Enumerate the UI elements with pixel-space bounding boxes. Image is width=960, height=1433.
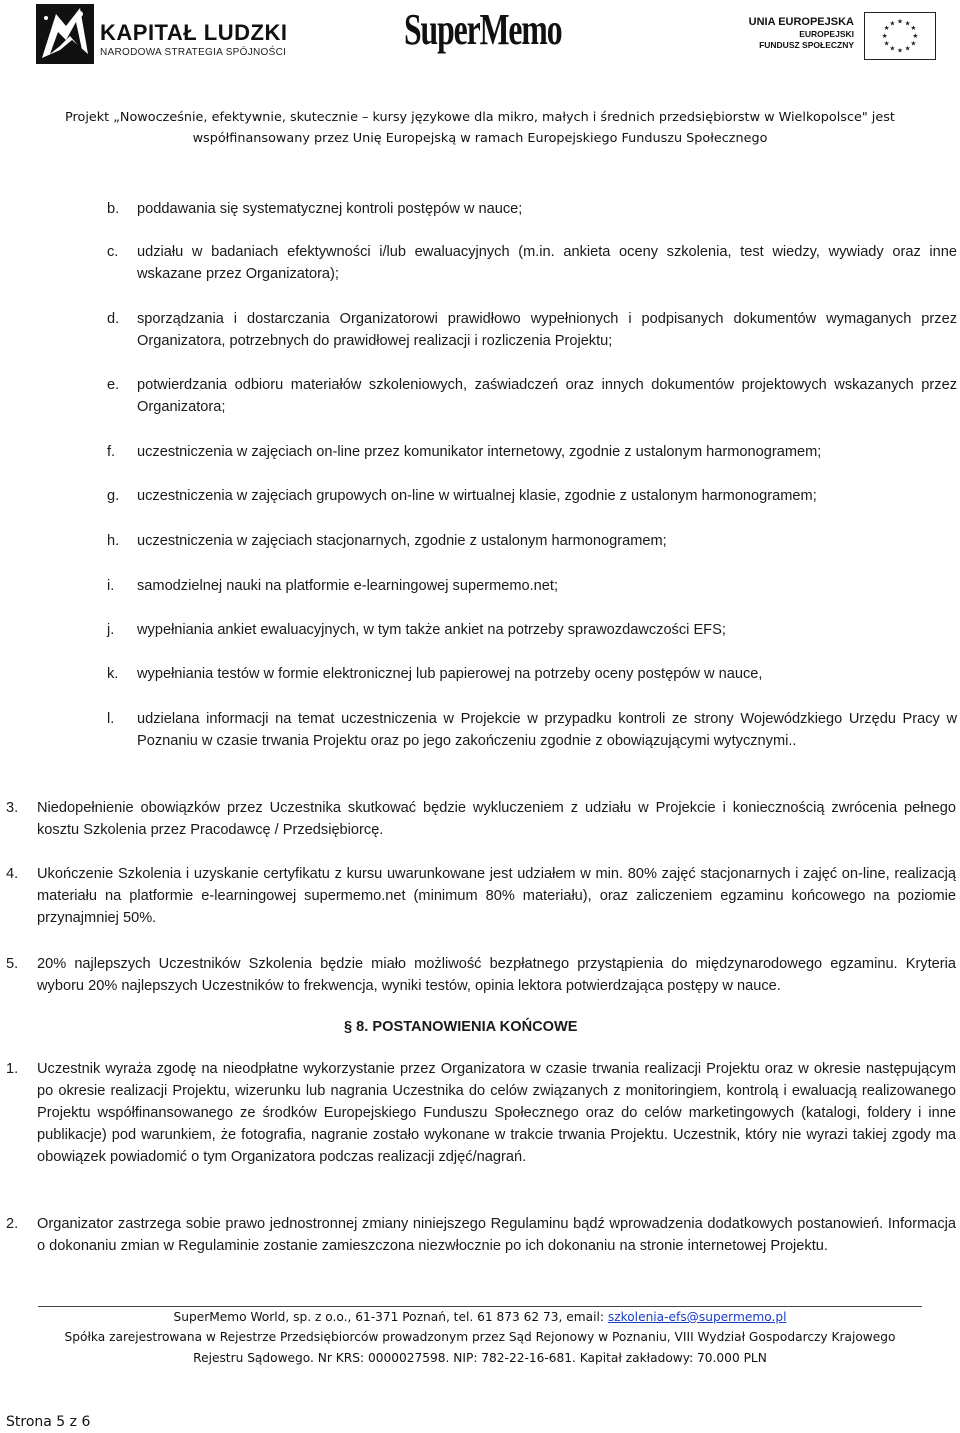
kapital-ludzki-title: KAPITAŁ LUDZKI — [100, 20, 288, 45]
svg-text:★: ★ — [910, 24, 917, 33]
list-marker: g. — [107, 488, 120, 504]
svg-text:★: ★ — [889, 19, 896, 28]
list-text: wypełniania testów w formie elektronicznej lub papierowej na potrzeby oceny postępów w nauce, — [137, 666, 763, 682]
numbered-item — [6, 797, 956, 841]
svg-text:★: ★ — [897, 46, 903, 55]
list-item — [107, 441, 957, 463]
numbered-text: Niedopełnienie obowiązków przez Uczestnika skutkować będzie wykluczeniem z udziału w Projekcie i koniecznością zwrócenia pełnego kosztu Szkolenia przez Pracodawcę / Przedsiębiorcę. — [37, 800, 956, 838]
section-heading: § 8. POSTANOWIENIA KOŃCOWE — [344, 1019, 578, 1035]
list-text: samodzielnej nauki na platformie e-learningowej supermemo.net; — [137, 578, 559, 594]
list-item — [107, 485, 957, 507]
numbered-item — [6, 953, 956, 997]
footer-line-1 — [0, 1310, 960, 1324]
list-marker: d. — [107, 311, 120, 327]
svg-text:★: ★ — [881, 31, 888, 40]
eu-text — [749, 16, 854, 51]
footer-contact: SuperMemo World, sp. z o.o., 61-371 Poznań, tel. 61 873 62 73, email: — [173, 1310, 608, 1324]
list-marker: j. — [107, 622, 115, 638]
list-marker: l. — [107, 711, 115, 727]
svg-text:★: ★ — [883, 24, 890, 33]
list-item — [107, 575, 957, 597]
numbered-marker: 5. — [6, 956, 19, 972]
svg-text:★: ★ — [897, 17, 903, 26]
list-text: wypełniania ankiet ewaluacyjnych, w tym także ankiet na potrzeby sprawozdawczości EFS; — [137, 622, 726, 638]
list-marker: b. — [107, 201, 120, 217]
list-text: uczestniczenia w zajęciach grupowych on-line w wirtualnej klasie, zgodnie z ustalonym harmonogramem; — [137, 488, 817, 504]
svg-text:★: ★ — [889, 44, 896, 53]
svg-text:★: ★ — [904, 44, 911, 53]
eu-line1: UNIA EUROPEJSKA — [748, 16, 854, 28]
eu-logo — [748, 12, 936, 62]
svg-text:★: ★ — [904, 19, 911, 28]
numbered-marker: 1. — [6, 1061, 19, 1077]
list-marker: c. — [107, 244, 119, 260]
list-marker: k. — [107, 666, 119, 682]
list-text: udzielana informacji na temat uczestniczenia w Projekcie w przypadku kontroli ze strony Wojewódzkiego Urzędu Pracy w Poznaniu w czasie trwania Projektu oraz po jego zakończeniu zgodnie z obowiązującymi wytycznymi.. — [137, 711, 957, 749]
numbered-item — [6, 1213, 956, 1257]
numbered-marker: 3. — [6, 800, 19, 816]
list-item — [107, 663, 957, 685]
numbered-marker: 4. — [6, 866, 19, 882]
numbered-marker: 2. — [6, 1216, 19, 1232]
supermemo-logo: SuperMemo — [404, 5, 562, 54]
svg-text:★: ★ — [883, 39, 890, 48]
numbered-text: Ukończenie Szkolenia i uzyskanie certyfikatu z kursu uwarunkowane jest udziałem w min. 80% zajęć stacjonarnych i zajęć on-line, realizacją materiału na platformie e-learningowej supermemo.net (minimum 80% materiału), oraz zaliczeniem egzaminu końcowego na poziomie przynajmniej 50%. — [37, 866, 956, 926]
list-item — [107, 198, 957, 220]
kapital-ludzki-logo — [36, 4, 288, 64]
list-marker: e. — [107, 377, 120, 393]
list-text: udziału w badaniach efektywności i/lub ewaluacyjnych (m.in. ankieta oceny szkolenia, test wiedzy, wywiady oraz inne wskazane przez Organizatora); — [137, 244, 957, 282]
list-item — [107, 530, 957, 552]
footer-divider — [38, 1306, 922, 1307]
page-number: Strona 5 z 6 — [6, 1414, 91, 1430]
numbered-item — [6, 1058, 956, 1168]
list-item — [107, 241, 957, 285]
svg-text:★: ★ — [910, 39, 917, 48]
list-marker: f. — [107, 444, 116, 460]
list-text: sporządzania i dostarczania Organizatorowi prawidłowo wypełnionych i podpisanych dokumentów wymaganych przez Organizatora, potrzebnych do prawidłowej realizacji i rozliczenia Projektu; — [137, 311, 957, 349]
eu-flag-icon — [864, 12, 936, 60]
list-text: potwierdzania odbioru materiałów szkoleniowych, zaświadczeń oraz innych dokumentów projektowych wskazanych przez Organizatora; — [137, 377, 957, 415]
kapital-ludzki-emblem-icon — [36, 4, 94, 64]
numbered-text: Organizator zastrzega sobie prawo jednostronnej zmiany niniejszego Regulaminu bądź wprowadzenia dodatkowych postanowień. Informacja o dokonaniu zmian w Regulaminie zostanie zamieszczona niezwłocznie po ich dokonaniu na stronie internetowej Projektu. — [37, 1216, 956, 1254]
list-marker: h. — [107, 533, 120, 549]
list-item — [107, 374, 957, 418]
project-line-2: współfinansowany przez Unię Europejską w ramach Europejskiego Funduszu Społecznego — [192, 131, 768, 146]
footer-email-link[interactable]: szkolenia-efs@supermemo.pl — [607, 1310, 787, 1324]
list-text: poddawania się systematycznej kontroli postępów w nauce; — [137, 201, 523, 217]
project-line-1: Projekt „Nowocześnie, efektywnie, skutecznie – kursy językowe dla mikro, małych i średnich przedsiębiorstw w Wielkopolsce" jest — [65, 110, 895, 125]
footer-line-2: Spółka zarejestrowana w Rejestrze Przedsiębiorców prowadzonym przez Sąd Rejonowy w Poznaniu, VIII Wydział Gospodarczy Krajowego — [64, 1330, 896, 1344]
numbered-text: Uczestnik wyraża zgodę na nieodpłatne wykorzystanie przez Organizatora w czasie trwania realizacji Projektu oraz w okresie następującym po okresie realizacji Projektu, wizerunku lub nagrania Uczestnika do celów związanych z monitoringiem, kontrolą i ewaluacją realizowanego Projektu współfinansowanego ze środków Europejskiego Funduszu Społecznego oraz do celów marketingowych (katalogi, foldery i inne publikacje) pod warunkiem, że fotografia, nagranie zostało wykonane w trakcie trwania Projektu. Uczestnik, który nie wyrazi takiej zgody ma obowiązek powiadomić o tym Organizatora podczas realizacji zdjęć/nagrań. — [37, 1061, 956, 1165]
numbered-item — [6, 863, 956, 929]
eu-line3: FUNDUSZ SPOŁECZNY — [759, 40, 854, 50]
numbered-text: 20% najlepszych Uczestników Szkolenia będzie miało możliwość bezpłatnego przystąpienia do międzynarodowego egzaminu. Kryteria wyboru 20% najlepszych Uczestników to frekwencja, wyniki testów, opinia lektora potwierdzająca postępy w nauce. — [37, 956, 956, 994]
list-text: uczestniczenia w zajęciach stacjonarnych, zgodnie z ustalonym harmonogramem; — [137, 533, 667, 549]
svg-text:★: ★ — [912, 31, 919, 40]
eu-line2: EUROPEJSKI — [799, 29, 854, 39]
footer-line-3: Rejestru Sądowego. Nr KRS: 0000027598. NIP: 782-22-16-681. Kapitał zakładowy: 70.000 PLN — [193, 1351, 767, 1365]
list-item — [107, 308, 957, 352]
kapital-ludzki-subtitle: NARODOWA STRATEGIA SPÓJNOŚCI — [100, 47, 287, 58]
list-item — [107, 708, 957, 752]
list-item — [107, 619, 957, 641]
list-text: uczestniczenia w zajęciach on-line przez komunikator internetowy, zgodnie z ustalonym harmonogramem; — [137, 444, 822, 460]
list-marker: i. — [107, 578, 115, 594]
